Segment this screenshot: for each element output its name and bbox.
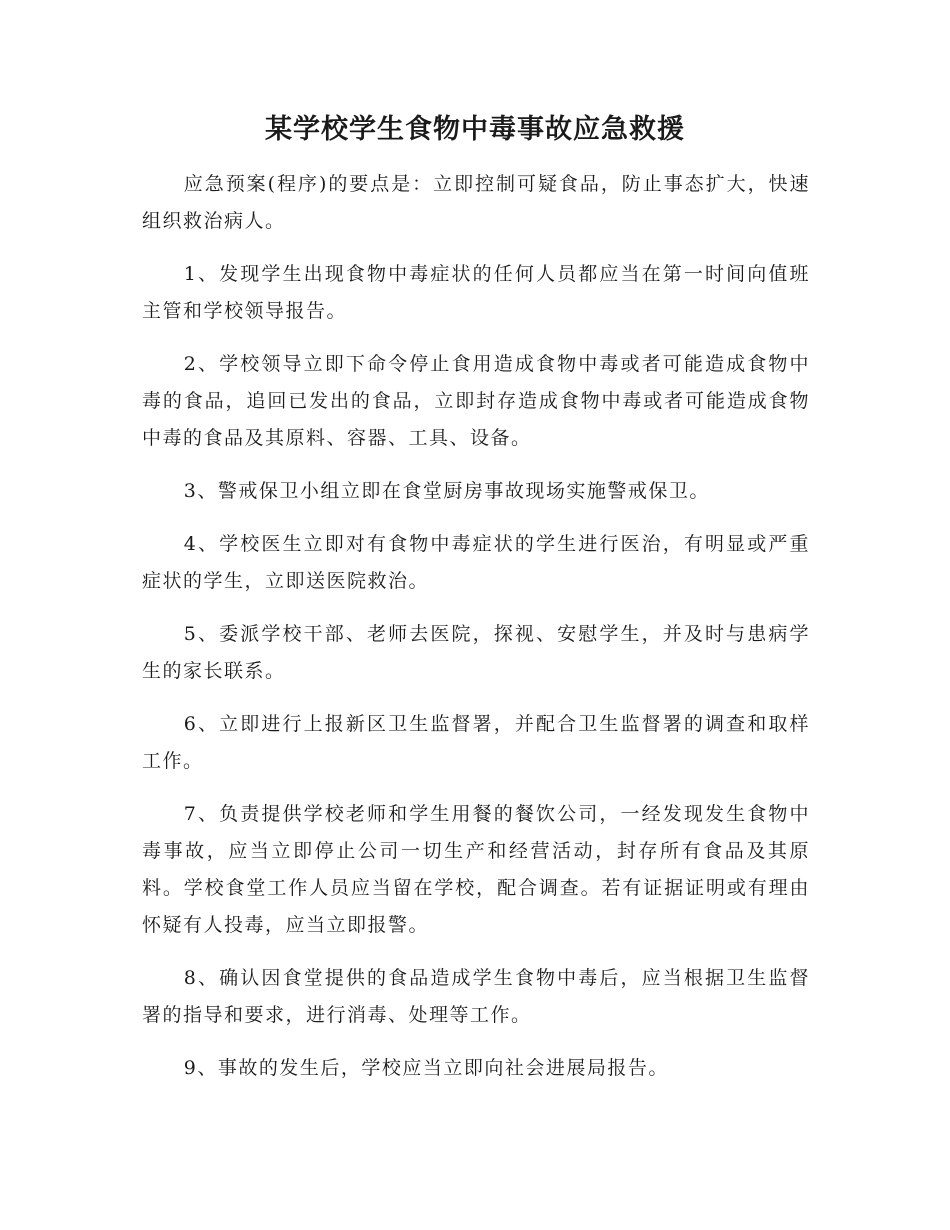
item-paragraph-3: 3、警戒保卫小组立即在食堂厨房事故现场实施警戒保卫。 <box>183 480 710 502</box>
item-paragraph-4: 4、学校医生立即对有食物中毒症状的学生进行医治，有明显或严重症状的学生，立即送医院救治。 <box>142 533 810 592</box>
item-paragraph-6: 6、立即进行上报新区卫生监督署，并配合卫生监督署的调查和取样工作。 <box>142 713 810 772</box>
item-paragraph-5: 5、委派学校干部、老师去医院，探视、安慰学生，并及时与患病学生的家长联系。 <box>142 623 810 682</box>
item-paragraph-7: 7、负责提供学校老师和学生用餐的餐饮公司，一经发现发生食物中毒事故，应当立即停止公司一切生产和经营活动，封存所有食品及其原料。学校食堂工作人员应当留在学校，配合调查。若有证据证明或有理由怀疑有人投毒，应当立即报警。 <box>142 803 810 936</box>
document-body <box>142 166 810 1103</box>
item-paragraph-9: 9、事故的发生后，学校应当立即向社会进展局报告。 <box>183 1057 669 1079</box>
item-paragraph-8: 8、确认因食堂提供的食品造成学生食物中毒后，应当根据卫生监督署的指导和要求，进行消毒、处理等工作。 <box>142 967 810 1026</box>
document-title: 某学校学生食物中毒事故应急救援 <box>265 114 685 145</box>
item-paragraph-2: 2、学校领导立即下命令停止食用造成食物中毒或者可能造成食物中毒的食品，追回已发出的食品，立即封存造成食物中毒或者可能造成食物中毒的食品及其原料、容器、工具、设备。 <box>142 353 810 449</box>
intro-paragraph: 应急预案(程序)的要点是：立即控制可疑食品，防止事态扩大，快速组织救治病人。 <box>142 173 810 232</box>
item-paragraph-1: 1、发现学生出现食物中毒症状的任何人员都应当在第一时间向值班主管和学校领导报告。 <box>142 263 810 322</box>
